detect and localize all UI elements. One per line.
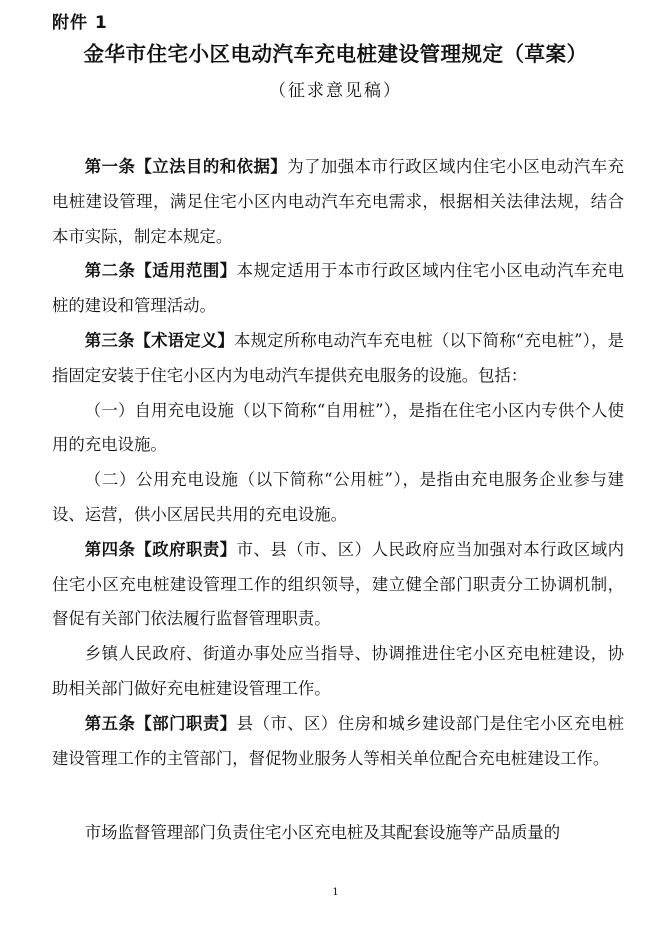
article-heading: 第二条【适用范围】 [84, 261, 237, 281]
article-text: 县（市、区）住房和城乡建设部门是住宅小区充电桩建设管理工作的主管部门，督促物业服务人等相关单位配合充电桩建设工作。 [52, 713, 625, 768]
article-heading: 第四条【政府职责】 [84, 539, 237, 559]
article-5 [52, 707, 624, 777]
article-heading: 第五条【部门职责】 [84, 713, 237, 733]
article-text: （一）自用充电设施（以下简称“自用桩”），是指在住宅小区内专供个人使用的充电设施。 [52, 400, 624, 455]
article-4-paragraph-2 [52, 637, 624, 707]
article-text: 本规定所称电动汽车充电桩（以下简称“充电桩”），是指固定安装于住宅小区内为电动汽车提供充电服务的设施。包括： [52, 330, 625, 385]
article-3-item-1 [52, 394, 624, 464]
article-1 [52, 150, 624, 254]
page-number: 1 [332, 887, 339, 898]
attachment-label: 附件 1 [52, 13, 108, 33]
article-text: 乡镇人民政府、街道办事处应当指导、协调推进住宅小区充电桩建设，协助相关部门做好充电桩建设管理工作。 [52, 644, 624, 698]
article-text: 本规定适用于本市行政区域内住宅小区电动汽车充电桩的建设和管理活动。 [52, 261, 625, 316]
article-2 [52, 254, 624, 324]
article-text: 市、县（市、区）人民政府应当加强对本行政区域内住宅小区充电桩建设管理工作的组织领导，建立健全部门职责分工协调机制，督促有关部门依法履行监督管理职责。 [52, 539, 625, 629]
article-text: 为了加强本市行政区域内住宅小区电动汽车充电桩建设管理，满足住宅小区内电动汽车充电需求，根据相关法律法规，结合本市实际，制定本规定。 [52, 157, 625, 246]
paragraph-gap [52, 776, 624, 816]
article-heading: 第一条【立法目的和依据】 [84, 157, 288, 176]
article-3-item-2 [52, 463, 624, 533]
document-subtitle: （征求意见稿） [269, 81, 402, 101]
article-text: （二）公用充电设施（以下简称“公用桩”），是指由充电服务企业参与建设、运营，供小区居民共用的充电设施。 [52, 470, 624, 524]
document-title: 金华市住宅小区电动汽车充电桩建设管理规定（草案） [83, 42, 588, 66]
document-body [52, 150, 624, 851]
trailing-paragraph: 市场监督管理部门负责住宅小区充电桩及其配套设施等产品质量的 [84, 823, 561, 843]
article-heading: 第三条【术语定义】 [84, 330, 234, 350]
article-3 [52, 324, 624, 394]
article-4 [52, 533, 624, 637]
